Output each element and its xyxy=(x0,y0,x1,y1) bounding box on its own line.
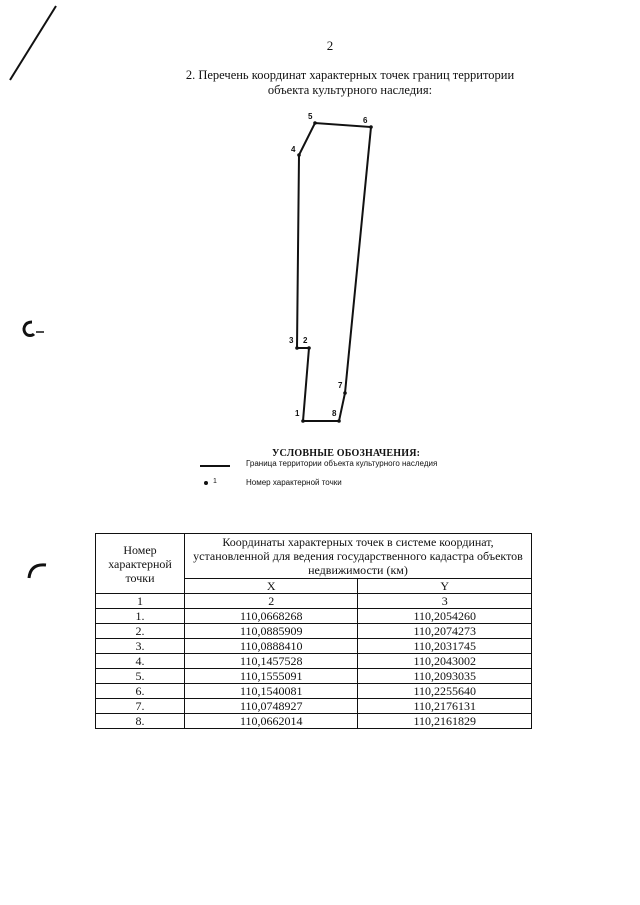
table-row xyxy=(96,609,532,624)
index-cell-1: 1 xyxy=(96,594,185,609)
x-cell: 110,1555091 xyxy=(185,669,358,684)
y-cell: 110,2176131 xyxy=(358,699,532,714)
point-4-label: 4 xyxy=(291,145,296,154)
point-7-label: 7 xyxy=(338,381,343,390)
heading-line-2: объекта культурного наследия: xyxy=(267,83,433,97)
point-8-label: 8 xyxy=(332,409,337,418)
table-row xyxy=(96,624,532,639)
y-cell: 110,2093035 xyxy=(358,669,532,684)
table-header-row xyxy=(96,534,532,579)
point-1-marker xyxy=(301,419,305,423)
point-6-marker xyxy=(369,125,373,129)
point-2-label: 2 xyxy=(303,336,308,345)
point-2-marker xyxy=(307,346,311,350)
boundary-plan xyxy=(0,0,640,440)
point-3-label: 3 xyxy=(289,336,294,345)
point-swatch xyxy=(204,481,208,485)
table-row xyxy=(96,699,532,714)
point-number-cell: 8. xyxy=(96,714,185,729)
point-7-marker xyxy=(343,391,347,395)
y-cell: 110,2074273 xyxy=(358,624,532,639)
point-number-cell: 2. xyxy=(96,624,185,639)
legend-title: УСЛОВНЫЕ ОБОЗНАЧЕНИЯ: xyxy=(272,448,421,459)
point-number-cell: 4. xyxy=(96,654,185,669)
index-cell-2: 2 xyxy=(185,594,358,609)
page-number: 2 xyxy=(326,38,334,53)
point-number-cell: 1. xyxy=(96,609,185,624)
point-number-cell: 7. xyxy=(96,699,185,714)
x-cell: 110,1457528 xyxy=(185,654,358,669)
point-5-label: 5 xyxy=(308,112,313,121)
legend-boundary-text: Граница территории объекта культурного наследия xyxy=(246,459,438,468)
point-6-label: 6 xyxy=(363,116,368,125)
coordinates-table xyxy=(95,533,532,729)
x-cell: 110,0668268 xyxy=(185,609,358,624)
point-number-cell: 5. xyxy=(96,669,185,684)
point-8-marker xyxy=(337,419,341,423)
y-cell: 110,2043002 xyxy=(358,654,532,669)
x-cell: 110,0885909 xyxy=(185,624,358,639)
table-index-row xyxy=(96,594,532,609)
table-row xyxy=(96,654,532,669)
boundary-polygon xyxy=(297,123,371,421)
y-cell: 110,2161829 xyxy=(358,714,532,729)
y-cell: 110,2054260 xyxy=(358,609,532,624)
table-row xyxy=(96,639,532,654)
x-cell: 110,1540081 xyxy=(185,684,358,699)
table-row xyxy=(96,669,532,684)
point-swatch-label: 1 xyxy=(213,478,217,485)
header-y: Y xyxy=(358,579,532,594)
scan-corner-mark xyxy=(26,560,50,584)
boundary-line-swatch xyxy=(200,465,230,467)
table-row xyxy=(96,684,532,699)
point-number-cell: 6. xyxy=(96,684,185,699)
header-coordinates: Координаты характерных точек в системе координат, установленной для ведения государственного кадастра объектов недвижимости (км) xyxy=(185,534,532,579)
point-5-marker xyxy=(313,121,317,125)
legend-point-text: Номер характерной точки xyxy=(246,478,342,487)
y-cell: 110,2255640 xyxy=(358,684,532,699)
point-4-marker xyxy=(297,153,301,157)
header-x: X xyxy=(185,579,358,594)
heading-line-1: 2. Перечень координат характерных точек границ территории xyxy=(185,68,515,82)
y-cell: 110,2031745 xyxy=(358,639,532,654)
point-1-label: 1 xyxy=(295,409,300,418)
point-3-marker xyxy=(295,346,299,350)
index-cell-3: 3 xyxy=(358,594,532,609)
table-row xyxy=(96,714,532,729)
x-cell: 110,0662014 xyxy=(185,714,358,729)
x-cell: 110,0748927 xyxy=(185,699,358,714)
x-cell: 110,0888410 xyxy=(185,639,358,654)
point-number-cell: 3. xyxy=(96,639,185,654)
header-point-number: Номер характерной точки xyxy=(96,534,185,594)
